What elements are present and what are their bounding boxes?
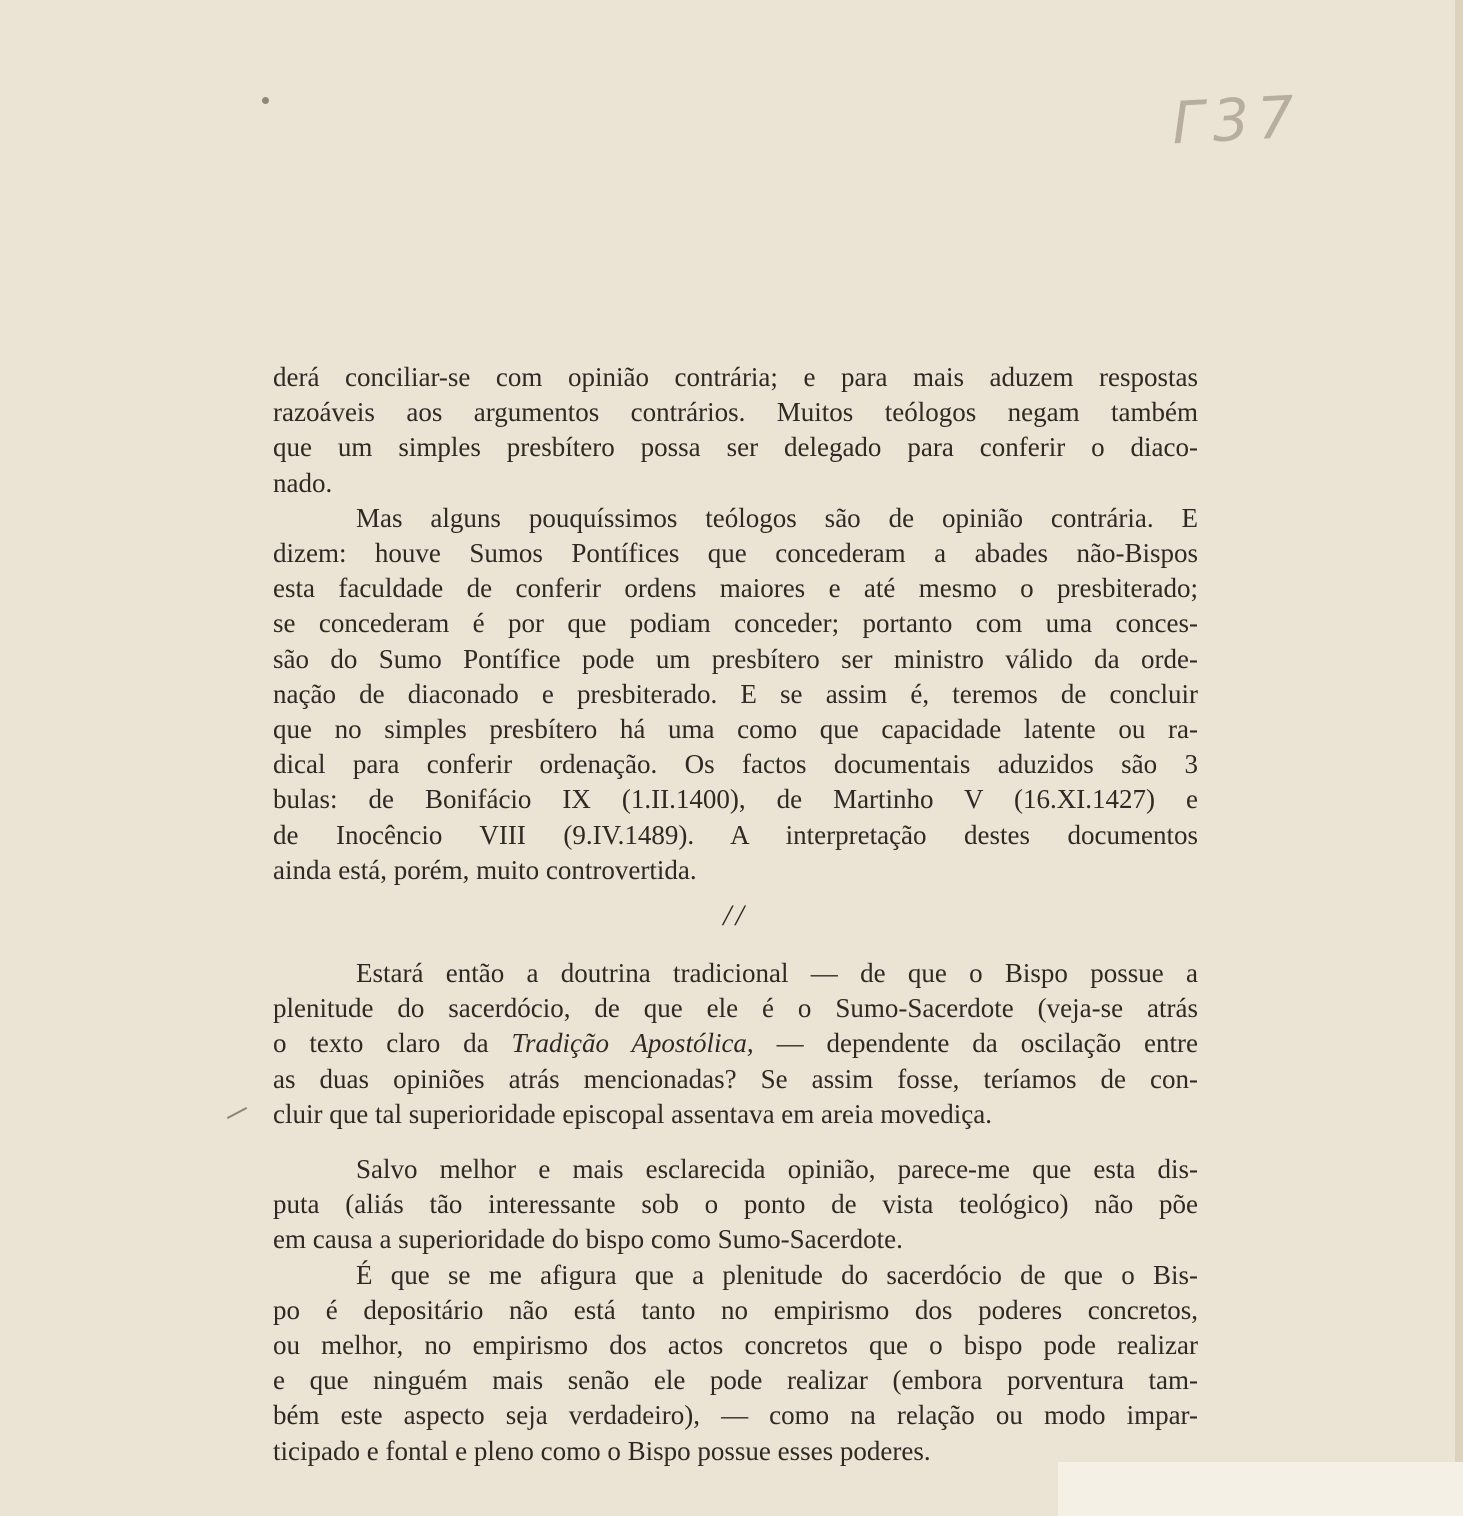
text-line: as duas opiniões atrás mencionadas? Se assim fosse, teríamos de con- (273, 1063, 1198, 1094)
text-line: em causa a superioridade do bispo como Sumo-Sacerdote. (273, 1224, 903, 1255)
text-line: po é depositário não está tanto no empirismo dos poderes concretos, (273, 1294, 1198, 1325)
text-line: puta (aliás tão interessante sob o ponto de vista teológico) não põe (273, 1189, 1198, 1220)
text-line: bém este aspecto seja verdadeiro), — como na relação ou modo impar- (273, 1400, 1198, 1431)
ink-dot (262, 97, 269, 104)
text-line: bulas: de Bonifácio IX (1.II.1400), de Martinho V (16.XI.1427) e (273, 784, 1198, 815)
text-line: derá conciliar-se com opinião contrária; e para mais aduzem respostas (273, 362, 1198, 392)
text-line: esta faculdade de conferir ordens maiores e até mesmo o presbiterado; (273, 573, 1198, 604)
paragraph-1 (273, 360, 1198, 501)
margin-pencil-tick (227, 1107, 247, 1119)
text-line: e que ninguém mais senão ele pode realizar (embora porventura tam- (273, 1365, 1198, 1396)
text-line: É que se me afigura que a plenitude do sacerdócio de que o Bis- (356, 1259, 1198, 1290)
text-line: Salvo melhor e mais esclarecida opinião, parece-me que esta dis- (356, 1154, 1198, 1185)
text-line: se concederam é por que podiam conceder; portanto com uma conces- (273, 608, 1198, 639)
paragraph-3 (273, 956, 1198, 1132)
text-line-with-italic (273, 1026, 1198, 1061)
handwritten-page-mark: Γ37 (1170, 82, 1304, 158)
text-line: nado. (273, 467, 333, 498)
text-line: Estará então a doutrina tradicional — de que o Bispo possue a (356, 958, 1198, 989)
page-corner-light (1058, 1462, 1463, 1516)
text-line: ainda está, porém, muito controvertida. (273, 854, 697, 885)
text-line: Mas alguns pouquíssimos teólogos são de opinião contrária. E (356, 502, 1198, 533)
paragraph-5 (273, 1258, 1198, 1469)
italic-title: Tradição Apostólica, (511, 1028, 754, 1059)
text-line: nação de diaconado e presbiterado. E se assim é, teremos de concluir (273, 678, 1198, 709)
text-fragment: — dependente da oscilação entre (753, 1028, 1198, 1059)
text-line: ou melhor, no empirismo dos actos concretos que o bispo pode realizar (273, 1330, 1198, 1361)
section-divider-mark: // (723, 899, 748, 933)
text-line: são do Sumo Pontífice pode um presbítero ser ministro válido da orde- (273, 643, 1198, 674)
paragraph-4 (273, 1152, 1198, 1258)
text-fragment: o texto claro da (273, 1028, 512, 1059)
text-line: plenitude do sacerdócio, de que ele é o Sumo-Sacerdote (veja-se atrás (273, 993, 1198, 1024)
body-text (273, 360, 1198, 1469)
text-line: que no simples presbítero há uma como que capacidade latente ou ra- (273, 714, 1198, 745)
page-edge-shadow (1455, 0, 1463, 1516)
text-line: ticipado e fontal e pleno como o Bispo possue esses poderes. (273, 1435, 931, 1466)
text-line: dical para conferir ordenação. Os factos documentais aduzidos são 3 (273, 749, 1198, 780)
text-line: razoáveis aos argumentos contrários. Muitos teólogos negam também (273, 397, 1198, 428)
text-line: que um simples presbítero possa ser delegado para conferir o diaco- (273, 432, 1198, 463)
text-line: dizem: houve Sumos Pontífices que concederam a abades não-Bispos (273, 538, 1198, 569)
paragraph-2 (273, 501, 1198, 888)
text-line: de Inocêncio VIII (9.IV.1489). A interpretação destes documentos (273, 819, 1198, 850)
paragraph-gap (273, 1132, 1198, 1152)
text-line: cluir que tal superioridade episcopal assentava em areia movediça. (273, 1098, 992, 1129)
